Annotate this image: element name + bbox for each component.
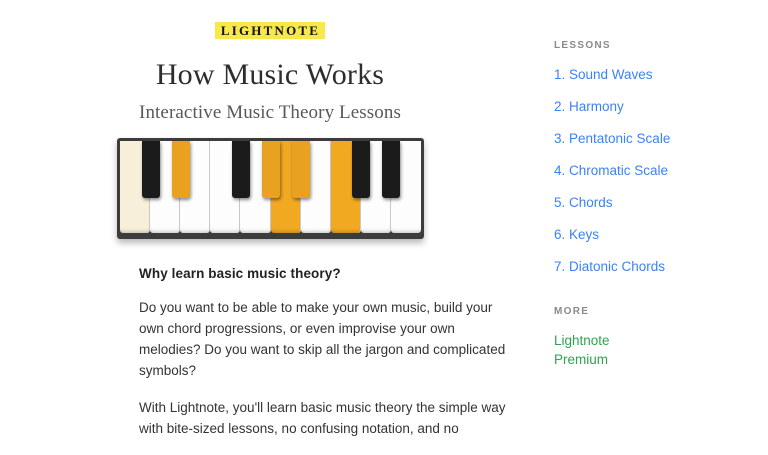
sidebar-more-heading: MORE: [554, 306, 590, 317]
sidebar: [554, 40, 754, 369]
page-subtitle: Interactive Music Theory Lessons: [139, 102, 401, 123]
sidebar-lesson-link-6[interactable]: 6. Keys: [554, 227, 600, 242]
sidebar-lesson-link-4[interactable]: 4. Chromatic Scale: [554, 163, 669, 178]
paragraph-1: Do you want to be able to make your own music, build your own chord progressions, or even improvise your own melodies? Do you want to skip all the jargon and complicated symbols?: [139, 300, 506, 378]
piano-black-key[interactable]: [172, 141, 190, 198]
sidebar-lesson-link-2[interactable]: 2. Harmony: [554, 99, 624, 114]
section-heading: Why learn basic music theory?: [139, 266, 341, 281]
sidebar-lesson-link-7[interactable]: 7. Diatonic Chords: [554, 259, 666, 274]
piano-keyboard[interactable]: [117, 138, 424, 239]
piano-black-key[interactable]: [292, 141, 310, 198]
sidebar-lesson-link-5[interactable]: 5. Chords: [554, 195, 613, 210]
site-logo[interactable]: LIGHTNOTE: [215, 22, 325, 39]
hero-section: [0, 58, 540, 124]
brand-container: [0, 22, 540, 40]
piano-black-key[interactable]: [352, 141, 370, 198]
piano-black-key[interactable]: [232, 141, 250, 198]
sidebar-lesson-link-3[interactable]: 3. Pentatonic Scale: [554, 131, 671, 146]
article-content: [139, 266, 511, 455]
sidebar-more-list: [554, 331, 754, 369]
sidebar-lesson-link-1[interactable]: 1. Sound Waves: [554, 67, 653, 82]
sidebar-lessons-heading: LESSONS: [554, 40, 611, 51]
piano-illustration-container: [0, 138, 540, 239]
piano-black-key[interactable]: [262, 141, 280, 198]
sidebar-more-link-1[interactable]: Lightnote Premium: [554, 333, 610, 367]
piano-black-key[interactable]: [142, 141, 160, 198]
sidebar-lesson-list: [554, 65, 754, 276]
paragraph-2: With Lightnote, you'll learn basic music theory the simple way with bite-sized lessons, no confusing notation, and no: [139, 400, 506, 436]
piano-black-key[interactable]: [382, 141, 400, 198]
page-title: How Music Works: [155, 58, 385, 91]
